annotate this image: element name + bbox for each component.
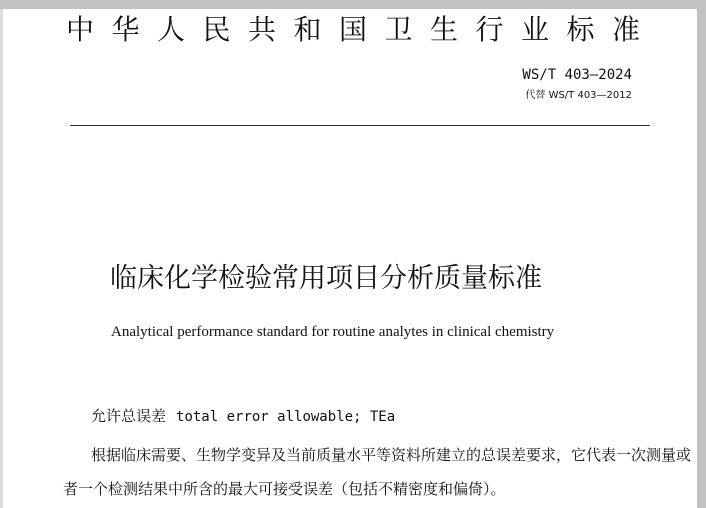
- term-heading: [91, 405, 395, 428]
- term-chinese: 允许总误差: [91, 407, 167, 425]
- page-edge-left: [0, 0, 3, 508]
- replaces-note: 代替 WS/T 403—2012: [525, 90, 632, 101]
- term-english: total error allowable; TEa: [176, 409, 396, 425]
- page-edge-right: [697, 0, 706, 508]
- document-title: 临床化学检验常用项目分析质量标准: [110, 263, 542, 294]
- header-divider: [70, 125, 650, 126]
- term-definition: 根据临床需要、生物学变异及当前质量水平等资料所建立的总误差要求，它代表一次测量或者一个检测结果中所含的最大可接受误差（包括不精密度和偏倚）。: [63, 446, 692, 498]
- document-title-english: Analytical performance standard for routine analytes in clinical chemistry: [111, 324, 555, 340]
- standard-category-heading: 中华人民共和国卫生行业标准: [66, 13, 658, 46]
- page-edge-top: [0, 0, 706, 9]
- standard-code: WS/T 403—2024: [522, 67, 632, 83]
